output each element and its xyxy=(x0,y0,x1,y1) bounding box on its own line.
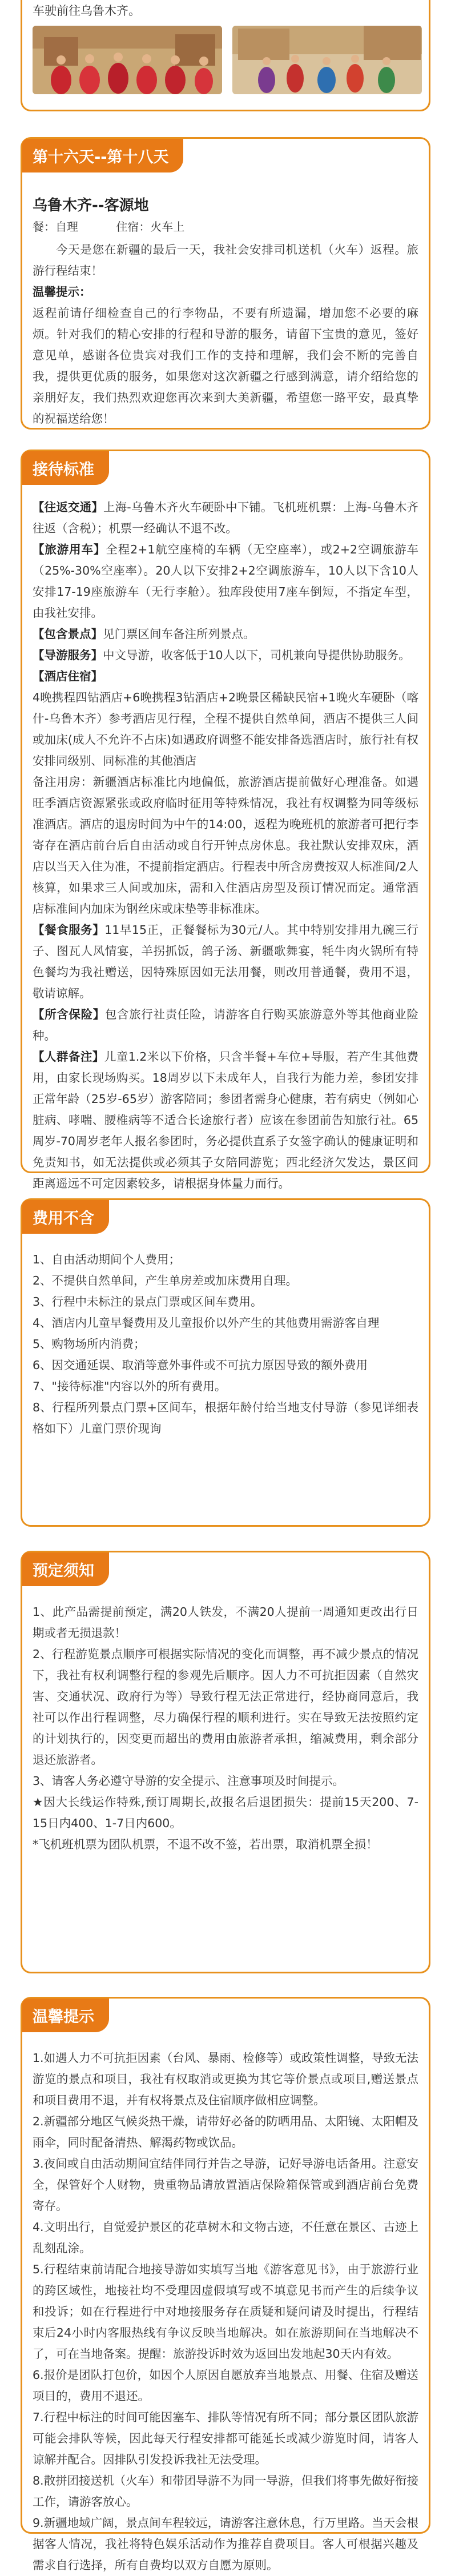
tips-list xyxy=(33,2048,418,2576)
exclusion-item: 4、酒店内儿童早餐费用及儿童报价以外产生的其他费用需游客自理 xyxy=(33,1316,380,1330)
dancers-photo xyxy=(33,26,222,94)
standard-item: 【所含保险】包含旅行社责任险，请游客自行购买旅游意外等其他商业险种。 xyxy=(33,1008,419,1042)
notice-item: ★因大长线运作特殊,预订周期长,故报名后退团损失：提前15天200、7-15日内400、1-7日内600。 xyxy=(33,1795,418,1830)
notice-item: 2、行程游览景点顺序可根据实际情况的变化而调整，再不减少景点的情况下，我社有权利调整行程的参观先后顺序。因人力不可抗拒因素（自然灾害、交通状况、政府行为等）导致行程无法正常进行，经协商同意后，我社可以作出行程调整，尽力确保行程的顺利进行。实在导致无法按照约定的计划执行的，因变更而超出的费用由旅游者承担，缩减费用，剩余部分退还旅游者。 xyxy=(33,1647,418,1767)
day-body xyxy=(33,239,418,430)
notice-item: 1、此产品需提前预定，满20人铁发，不满20人提前一周通知更改出行日期或者无损退款！ xyxy=(33,1605,418,1640)
exclusion-item: 7、"接待标准"内容以外的所有费用。 xyxy=(33,1379,227,1393)
standard-item: 【人群备注】儿童1.2米以下价格，只含半餐+车位+导服，若产生其他费用，由家长现场购买。18周岁以下未成年人，自我行为能力差，参团安排正常年龄（25岁-65岁）游客陪同；参团者需身心健康，若有病史（例如心脏病、哮喘、腰椎病等不适合长途旅行者）应该在参团前告知旅行社。65周岁-70周岁老年人报名参团时，务必提供直系子女签字确认的健康证明和免责知书，如无法提供或必须其子女陪同游览；西北经济欠发达，景区间距离遥远不可定因素较多，请根据身体量力而行。 xyxy=(33,1050,418,1190)
tip-item: 7.行程中标注的时间可能因塞车、排队等情况有所不同；部分景区团队旅游可能会排队等候，因此每天行程安排都可能延长或减少游览时间，请客人谅解并配合。因排队引发投诉我社无法受理。 xyxy=(33,2410,418,2466)
notice-item: *飞机班机票为团队机票，不退不改不签，若出票，取消机票全损！ xyxy=(33,1837,378,1851)
exclusion-item: 1、自由活动期间个人费用； xyxy=(33,1253,181,1266)
street-dance-photo xyxy=(232,26,422,94)
standard-item: 【导游服务】中文导游，收客低于10人以下，司机兼向导提供协助服务。 xyxy=(33,648,410,662)
standards-card xyxy=(21,450,430,1190)
meals-info: 餐：自理 xyxy=(33,220,78,234)
exclusion-item: 6、因交通延误、取消等意外事件或不可抗力原因导致的额外费用 xyxy=(33,1358,368,1372)
standards-badge: 接待标准 xyxy=(22,451,109,485)
tips-badge: 温馨提示 xyxy=(22,1999,109,2032)
exclusion-item: 8、行程所列景点门票+区间车，根据年龄付给当地支付导游（参见详细表格如下）儿童门票价现询 xyxy=(33,1401,418,1435)
tip-item: 2.新疆部分地区气候炎热干燥，请带好必备的防晒用品、太阳镜、太阳帽及雨伞，同时配备清热、解渴药物或饮品。 xyxy=(33,2114,418,2149)
standards-list xyxy=(33,497,418,1194)
standard-item: 【往返交通】上海-乌鲁木齐火车硬卧中下铺。飞机班机票：上海-乌鲁木齐往返（含税）；机票一经确认不退不改。 xyxy=(33,500,419,535)
day-description: 今天是您在新疆的最后一天，我社会安排司机送机（火车）返程。旅游行程结束！ xyxy=(33,243,418,278)
standard-item: 【旅游用车】全程2+1航空座椅的车辆（无空座率），或2+2空调旅游车（25%-30%空座率）。20人以下安排2+2空调旅游车，10人以下含10人安排17-19座旅游车（无行李舱）。独库段使用7座车倒短，不指定车型，由我社安排。 xyxy=(33,543,418,620)
exclusion-item: 3、行程中未标注的景点门票或区间车费用。 xyxy=(33,1295,263,1309)
photos-caption: 车驶前往乌鲁木齐。 xyxy=(33,4,140,18)
day-route-title: 乌鲁木齐--客源地 xyxy=(33,197,149,214)
exclusions-list xyxy=(33,1249,418,1439)
exclusion-item: 2、不提供自然单间，产生单房差或加床费用自理。 xyxy=(33,1274,298,1287)
tip-item: 4.文明出行，自觉爱护景区的花草树木和文物古迹，不任意在景区、古迹上乱刻乱涂。 xyxy=(33,2220,418,2255)
day-meta xyxy=(33,218,219,234)
exclusions-badge: 费用不含 xyxy=(22,1200,109,1234)
exclusion-item: 5、购物场所内消费； xyxy=(33,1337,146,1351)
tip-item: 1.如遇人力不可抗拒因素（台风、暴雨、检修等）或政策性调整，导致无法游览的景点和项目，我社有权取消或更换为其它等价景点或项目,赠送景点和项目费用不退，并有权将景点及住宿顺序做相应调整。 xyxy=(33,2051,418,2107)
notice-item: 3、请客人务必遵守导游的安全提示、注意事项及时间提示。 xyxy=(33,1774,345,1788)
notice-list xyxy=(33,1602,418,1855)
warm-tips-card xyxy=(21,1997,430,2572)
tip-item: 6.报价是团队打包价，如因个人原因自愿放弃当地景点、用餐、住宿及赠送项目的，费用不退还。 xyxy=(33,2368,418,2403)
itinerary-day-card xyxy=(21,137,430,430)
exclusions-card xyxy=(21,1198,430,1527)
standard-item: 【餐食服务】11早15正，正餐餐标为30元/人。其中特别安排用九碗三行子、图瓦人风情宴，羊拐抓饭，鸽子汤、新疆歌舞宴，牦牛肉火锅所有特色餐均为我社赠送，因特殊原因如无法用餐，则改用普通餐，费用不退，敬请谅解。 xyxy=(33,923,418,1000)
notice-badge: 预定须知 xyxy=(22,1552,109,1586)
tip-item: 9.新疆地域广阔，景点间车程较远，请游客注意休息，行万里路。当天会根据客人情况，我社将特色娱乐活动作为推荐自费项目。客人可根据兴趣及需求自行选择，所有自费均以双方自愿为原则。 xyxy=(33,2516,418,2572)
day-badge: 第十六天--第十八天 xyxy=(22,139,183,172)
photos-card xyxy=(21,0,430,111)
booking-notice-card xyxy=(21,1551,430,1973)
tip-item: 3.夜间或自由活动期间宜结伴同行并告之导游，记好导游电话备用。注意安全，保管好个人财物，贵重物品请放置酒店保险箱保管或到酒店前台免费寄存。 xyxy=(33,2157,418,2213)
standard-item: 【酒店住宿】 4晚携程四钻酒店+6晚携程3钻酒店+2晚景区稀缺民宿+1晚火车硬卧（喀什-乌鲁木齐）参考酒店见行程，全程不提供自然单间，酒店不提供三人间或加床(成人不允许不占床)如遇政府调整不能安排备选酒店时，旅行社有权安排同级别、同标准的其他酒店 备注用房：新疆酒店标准比内地偏低，旅游酒店提前做好心理准备。如遇旺季酒店资源紧张或政府临时征用等特殊情况，我社有权调整为同等级标准酒店。酒店的退房时间为中午的14:00，返程为晚班机的旅游者可把行李寄存在酒店前台后自由活动或自行开钟点房休息。我社默认安排双床，酒店以当天入住为准，不提前指定酒店。行程表中所含房费按双人标准间/2人核算，如果求三人间或加床，需和入住酒店房型及预订情况而定。通常酒店标准间内加床为钢丝床或床垫等非标准床。 xyxy=(33,669,418,916)
tip-item: 8.散拼团接送机（火车）和带团导游不为同一导游，但我们将事先做好衔接工作，请游客放心。 xyxy=(33,2474,418,2509)
standard-item: 【包含景点】见门票区间车备注所列景点。 xyxy=(33,627,255,641)
warm-tips-text: 返程前请仔细检查自己的行李物品，不要有所遗漏，增加您不必要的麻烦。针对我们的精心安排的行程和导游的服务，请留下宝贵的意见，签好意见单，感谢各位贵宾对我们工作的支持和理解，我们会不断的完善自我，提供更优质的服务，如果您对这次新疆之行感到满意，请介绍给您的亲朋好友，我们热烈欢迎您再次来到大美新疆，希望您一路平安，最真挚的祝福送给您！ xyxy=(33,306,418,426)
warm-tips-label: 温馨提示： xyxy=(33,285,91,299)
lodging-info: 住宿：火车上 xyxy=(116,220,185,234)
tip-item: 5.行程结束前请配合地接导游如实填写当地《游客意见书》，由于旅游行业的跨区域性，地接社均不受理因虚假填写或不填意见书而产生的后续争议和投诉；如在行程进行中对地接服务存在质疑和疑问请及时提出，行程结束后24小时内客服热线有争议反映当地解决。如在旅游期间在当地解决不了，可在当地备案。提醒：旅游投诉时效为返回出发地起30天内有效。 xyxy=(33,2262,418,2361)
